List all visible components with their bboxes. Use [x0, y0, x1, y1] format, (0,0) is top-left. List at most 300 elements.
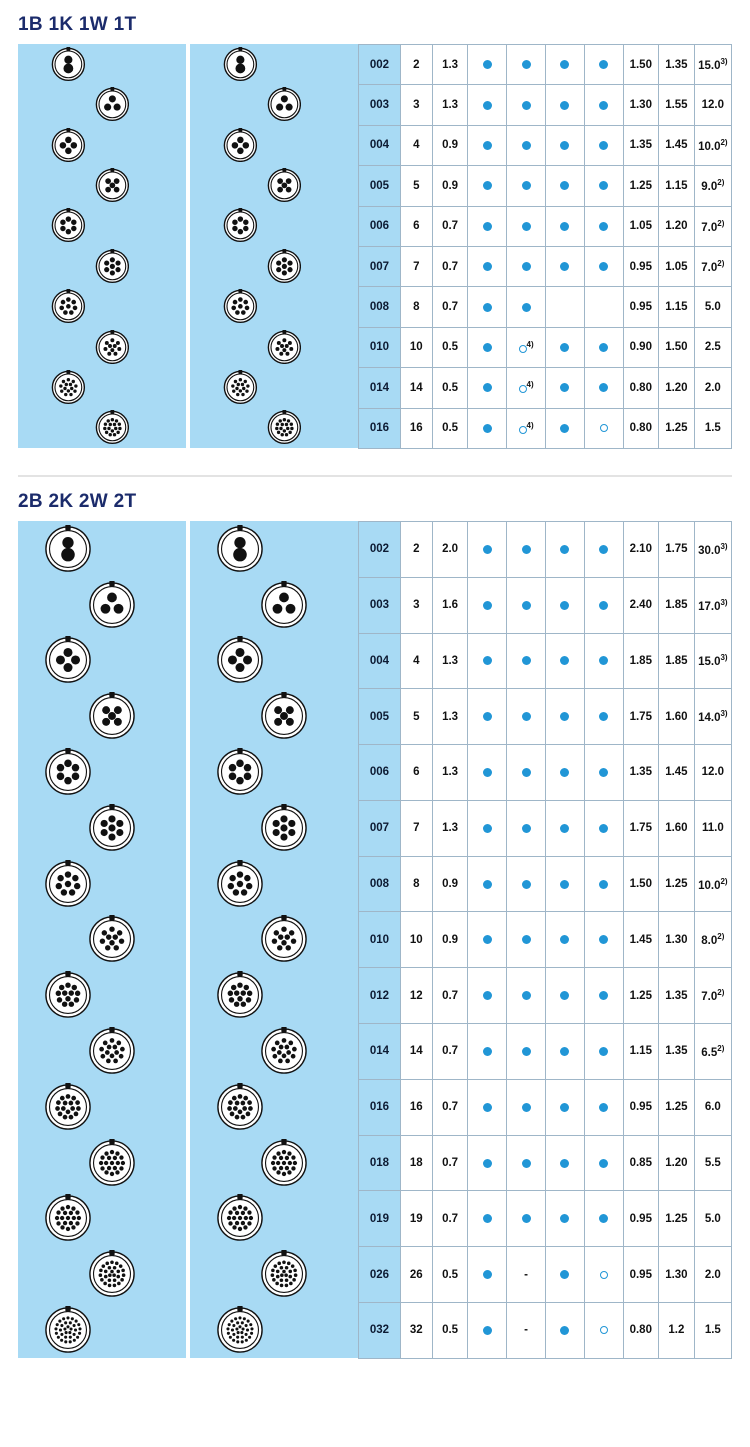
filled-dot-icon — [483, 262, 492, 271]
cell-contact-count: 5 — [400, 689, 432, 745]
connector-pinout-icon — [223, 128, 258, 163]
cell-availability-1 — [468, 45, 507, 85]
cell-value-3-text: 6.0 — [704, 1101, 721, 1114]
cell-availability-2 — [507, 912, 546, 968]
cell-availability-1 — [468, 689, 507, 745]
cell-contact-diameter: 0.9 — [432, 912, 468, 968]
filled-dot-icon — [522, 1103, 531, 1112]
cell-insert-code: 004 — [359, 125, 401, 165]
cell-contact-count: 2 — [400, 521, 432, 577]
spec-table — [358, 44, 732, 449]
cell-contact-diameter: 1.3 — [432, 45, 468, 85]
cell-contact-count: 18 — [400, 1135, 432, 1191]
connector-pinout-icon — [44, 748, 92, 796]
table-row — [359, 1135, 732, 1191]
cell-availability-2 — [507, 800, 546, 856]
cell-availability-4 — [584, 327, 623, 367]
cell-contact-diameter: 0.9 — [432, 166, 468, 206]
cell-value-2: 1.45 — [659, 745, 695, 801]
cell-value-3-text: 15.0 — [698, 60, 721, 73]
cell-contact-count: 10 — [400, 327, 432, 367]
filled-dot-icon — [560, 60, 569, 69]
cell-value-1: 2.40 — [623, 577, 659, 633]
cell-availability-2 — [507, 633, 546, 689]
cell-availability-1 — [468, 1247, 507, 1303]
footnote-marker: 4) — [526, 420, 534, 430]
filled-dot-icon — [560, 141, 569, 150]
cell-availability-1 — [468, 577, 507, 633]
filled-dot-icon — [522, 712, 531, 721]
cell-insert-code: 010 — [359, 912, 401, 968]
connector-pinout-icon — [260, 915, 308, 963]
cell-value-3 — [694, 1079, 731, 1135]
filled-dot-icon — [599, 880, 608, 889]
cell-availability-4 — [584, 368, 623, 408]
cell-availability-3 — [545, 166, 584, 206]
cell-availability-1 — [468, 166, 507, 206]
cell-contact-diameter: 1.6 — [432, 577, 468, 633]
cell-contact-diameter: 0.7 — [432, 206, 468, 246]
cell-value-1: 1.25 — [623, 968, 659, 1024]
cell-value-2: 1.85 — [659, 577, 695, 633]
table-row — [359, 206, 732, 246]
cell-availability-3 — [545, 800, 584, 856]
cell-availability-2 — [507, 521, 546, 577]
cell-contact-diameter: 0.5 — [432, 408, 468, 448]
cell-availability-1 — [468, 912, 507, 968]
cell-value-3-text: 1.5 — [704, 1324, 721, 1337]
cell-value-2: 1.25 — [659, 856, 695, 912]
cell-availability-2 — [507, 327, 546, 367]
filled-dot-icon — [483, 1270, 492, 1279]
cell-insert-code: 010 — [359, 327, 401, 367]
spec-table — [358, 521, 732, 1359]
filled-dot-icon — [560, 1047, 569, 1056]
cell-availability-3 — [545, 1135, 584, 1191]
cell-availability-4 — [584, 689, 623, 745]
cell-availability-2 — [507, 1191, 546, 1247]
filled-dot-icon — [560, 1159, 569, 1168]
connector-pinout-icon — [223, 289, 258, 324]
cell-value-1: 0.80 — [623, 368, 659, 408]
filled-dot-icon — [483, 101, 492, 110]
cell-availability-4 — [584, 856, 623, 912]
cell-value-1: 1.35 — [623, 745, 659, 801]
table-row — [359, 287, 732, 327]
filled-dot-icon — [599, 181, 608, 190]
filled-dot-icon — [483, 424, 492, 433]
cell-value-3-text: 1.5 — [704, 422, 721, 435]
section-title: 2B 2K 2W 2T — [18, 490, 137, 512]
cell-insert-code: 019 — [359, 1191, 401, 1247]
cell-availability-4 — [584, 166, 623, 206]
table-row — [359, 577, 732, 633]
open-dot-icon — [519, 385, 527, 393]
cell-availability-4 — [584, 1191, 623, 1247]
connector-pinout-icon — [88, 1139, 136, 1187]
cell-value-1: 0.95 — [623, 1079, 659, 1135]
filled-dot-icon — [522, 101, 531, 110]
cell-value-2: 1.05 — [659, 246, 695, 286]
connector-pinout-icon — [216, 1306, 264, 1354]
cell-contact-count: 4 — [400, 633, 432, 689]
filled-dot-icon — [599, 935, 608, 944]
filled-dot-icon — [599, 656, 608, 665]
cell-contact-count: 8 — [400, 287, 432, 327]
section-title: 1B 1K 1W 1T — [18, 14, 137, 35]
cell-contact-count: 10 — [400, 912, 432, 968]
cell-value-3 — [694, 633, 731, 689]
cell-availability-4 — [584, 246, 623, 286]
cell-value-3-text: 12.0 — [701, 766, 725, 779]
series-section — [0, 477, 750, 1359]
connector-pinout-icon — [44, 1083, 92, 1131]
cell-value-2: 1.50 — [659, 327, 695, 367]
cell-insert-code: 005 — [359, 166, 401, 206]
cell-availability-1 — [468, 368, 507, 408]
cell-availability-4 — [584, 1135, 623, 1191]
cell-value-2: 1.30 — [659, 1247, 695, 1303]
open-dot-icon — [519, 426, 527, 434]
cell-contact-diameter: 0.7 — [432, 1135, 468, 1191]
filled-dot-icon — [483, 1103, 492, 1112]
section-body — [0, 521, 750, 1359]
filled-dot-icon — [483, 1047, 492, 1056]
filled-dot-icon — [483, 141, 492, 150]
filled-dot-icon — [599, 383, 608, 392]
filled-dot-icon — [522, 1159, 531, 1168]
filled-dot-icon — [483, 880, 492, 889]
cell-availability-4 — [584, 45, 623, 85]
cell-value-3 — [694, 912, 731, 968]
cell-availability-2 — [507, 577, 546, 633]
cell-contact-diameter: 0.7 — [432, 1191, 468, 1247]
filled-dot-icon — [522, 880, 531, 889]
cell-availability-3 — [545, 745, 584, 801]
cell-value-3-text: 2.0 — [704, 381, 721, 394]
cell-value-3 — [694, 1303, 731, 1359]
cell-value-2: 1.45 — [659, 125, 695, 165]
cell-availability-2 — [507, 408, 546, 448]
cell-contact-diameter: 0.9 — [432, 856, 468, 912]
cell-value-1: 1.15 — [623, 1024, 659, 1080]
connector-pinout-icon — [44, 636, 92, 684]
cell-value-3-text: 14.0 — [698, 712, 721, 725]
cell-availability-2 — [507, 206, 546, 246]
cell-insert-code: 008 — [359, 287, 401, 327]
cell-availability-4 — [584, 1079, 623, 1135]
cell-value-1: 1.30 — [623, 85, 659, 125]
cell-value-3 — [694, 521, 731, 577]
filled-dot-icon — [483, 383, 492, 392]
cell-availability-4 — [584, 633, 623, 689]
filled-dot-icon — [560, 181, 569, 190]
cell-contact-count: 7 — [400, 246, 432, 286]
cell-insert-code: 006 — [359, 745, 401, 801]
cell-availability-2 — [507, 287, 546, 327]
filled-dot-icon — [560, 656, 569, 665]
cell-contact-diameter: 2.0 — [432, 521, 468, 577]
cell-availability-1 — [468, 745, 507, 801]
table-row — [359, 1079, 732, 1135]
connector-pinout-icon — [44, 1194, 92, 1242]
connector-pinout-icon — [216, 971, 264, 1019]
cell-availability-3 — [545, 45, 584, 85]
cell-value-3-text: 7.0 — [701, 221, 718, 234]
cell-availability-2 — [507, 1024, 546, 1080]
filled-dot-icon — [560, 768, 569, 777]
footnote-marker: 2) — [720, 876, 728, 886]
cell-value-3 — [694, 368, 731, 408]
cell-value-2: 1.35 — [659, 45, 695, 85]
cell-availability-2 — [507, 125, 546, 165]
cell-availability-1 — [468, 408, 507, 448]
footnote-marker: 3) — [720, 653, 728, 663]
cell-value-3-text: 5.0 — [704, 1212, 721, 1225]
filled-dot-icon — [483, 1159, 492, 1168]
cell-contact-count: 4 — [400, 125, 432, 165]
cell-value-3 — [694, 1135, 731, 1191]
cell-value-1: 1.05 — [623, 206, 659, 246]
table-row — [359, 166, 732, 206]
cell-availability-3 — [545, 577, 584, 633]
cell-value-1: 1.75 — [623, 689, 659, 745]
cell-availability-4 — [584, 1024, 623, 1080]
cell-availability-3 — [545, 408, 584, 448]
cell-value-2: 1.20 — [659, 368, 695, 408]
filled-dot-icon — [522, 935, 531, 944]
connector-pinout-icon — [216, 860, 264, 908]
footnote-marker: 4) — [526, 380, 534, 390]
cell-contact-count: 3 — [400, 85, 432, 125]
cell-availability-1 — [468, 206, 507, 246]
cell-availability-3 — [545, 287, 584, 327]
cell-availability-1 — [468, 287, 507, 327]
table-row — [359, 912, 732, 968]
cell-availability-1 — [468, 1024, 507, 1080]
cell-value-1: 0.85 — [623, 1135, 659, 1191]
connector-pinout-icon — [223, 208, 258, 243]
connector-pinout-icon — [51, 289, 86, 324]
filled-dot-icon — [560, 601, 569, 610]
cell-value-2: 1.15 — [659, 166, 695, 206]
cell-contact-diameter: 0.7 — [432, 1079, 468, 1135]
cell-contact-count: 26 — [400, 1247, 432, 1303]
cell-availability-1 — [468, 800, 507, 856]
cell-value-1: 0.95 — [623, 1247, 659, 1303]
section-body — [0, 44, 750, 449]
cell-availability-4 — [584, 1303, 623, 1359]
cell-value-3 — [694, 1191, 731, 1247]
cell-availability-2 — [507, 968, 546, 1024]
filled-dot-icon — [560, 222, 569, 231]
cell-value-3-text: 30.0 — [698, 544, 721, 557]
cell-availability-3 — [545, 368, 584, 408]
table-row — [359, 246, 732, 286]
cell-insert-code: 014 — [359, 368, 401, 408]
filled-dot-icon — [522, 60, 531, 69]
cell-contact-diameter: 1.3 — [432, 633, 468, 689]
connector-pinout-icon — [260, 1250, 308, 1298]
cell-value-2: 1.20 — [659, 206, 695, 246]
cell-insert-code: 003 — [359, 577, 401, 633]
cell-availability-2 — [507, 45, 546, 85]
connector-pinout-icon — [216, 1194, 264, 1242]
cell-insert-code: 008 — [359, 856, 401, 912]
connector-pinout-icon — [88, 1027, 136, 1075]
cell-availability-3 — [545, 327, 584, 367]
cell-value-1: 0.90 — [623, 327, 659, 367]
connector-pinout-icon — [44, 860, 92, 908]
cell-value-3-text: 5.0 — [704, 301, 721, 314]
cell-insert-code: 006 — [359, 206, 401, 246]
cell-value-2: 1.15 — [659, 287, 695, 327]
cell-availability-1 — [468, 1079, 507, 1135]
filled-dot-icon — [483, 343, 492, 352]
cell-contact-count: 3 — [400, 577, 432, 633]
cell-availability-3 — [545, 856, 584, 912]
connector-pinout-icon — [95, 249, 130, 284]
filled-dot-icon — [599, 768, 608, 777]
cell-insert-code: 026 — [359, 1247, 401, 1303]
filled-dot-icon — [483, 1326, 492, 1335]
filled-dot-icon — [522, 601, 531, 610]
footnote-marker: 2) — [717, 259, 725, 269]
cell-availability-3 — [545, 1024, 584, 1080]
cell-contact-diameter: 0.5 — [432, 368, 468, 408]
filled-dot-icon — [599, 991, 608, 1000]
cell-value-3-text: 5.5 — [704, 1157, 721, 1170]
connector-pinout-icon — [88, 804, 136, 852]
cell-value-2: 1.60 — [659, 800, 695, 856]
filled-dot-icon — [560, 343, 569, 352]
connector-column — [190, 44, 358, 448]
cell-contact-diameter: 0.5 — [432, 327, 468, 367]
open-dot-icon — [600, 1271, 608, 1279]
cell-availability-1 — [468, 1191, 507, 1247]
filled-dot-icon — [560, 1270, 569, 1279]
filled-dot-icon — [483, 824, 492, 833]
cell-insert-code: 004 — [359, 633, 401, 689]
cell-availability-3 — [545, 246, 584, 286]
connector-pinout-icon — [216, 1083, 264, 1131]
footnote-marker: 3) — [720, 597, 728, 607]
cell-availability-4 — [584, 1247, 623, 1303]
cell-value-2: 1.25 — [659, 1079, 695, 1135]
filled-dot-icon — [522, 222, 531, 231]
cell-value-1: 0.95 — [623, 246, 659, 286]
filled-dot-icon — [483, 768, 492, 777]
cell-availability-3 — [545, 206, 584, 246]
filled-dot-icon — [483, 712, 492, 721]
cell-value-2: 1.60 — [659, 689, 695, 745]
filled-dot-icon — [560, 1214, 569, 1223]
not-available-dash: - — [524, 1324, 528, 1337]
table-row — [359, 689, 732, 745]
cell-value-1: 1.25 — [623, 166, 659, 206]
connector-pinout-icon — [88, 692, 136, 740]
cell-value-1: 0.80 — [623, 408, 659, 448]
cell-contact-count: 19 — [400, 1191, 432, 1247]
cell-availability-1 — [468, 246, 507, 286]
cell-insert-code: 002 — [359, 45, 401, 85]
filled-dot-icon — [522, 824, 531, 833]
cell-value-3-text: 2.5 — [704, 341, 721, 354]
filled-dot-icon — [560, 383, 569, 392]
filled-dot-icon — [522, 656, 531, 665]
filled-dot-icon — [483, 60, 492, 69]
footnote-marker: 3) — [720, 57, 728, 67]
cell-availability-4 — [584, 287, 623, 327]
cell-availability-2 — [507, 745, 546, 801]
filled-dot-icon — [483, 935, 492, 944]
filled-dot-icon — [599, 141, 608, 150]
cell-value-1: 1.35 — [623, 125, 659, 165]
cell-availability-2 — [507, 689, 546, 745]
filled-dot-icon — [599, 1159, 608, 1168]
footnote-marker: 2) — [717, 988, 725, 998]
cell-value-3 — [694, 125, 731, 165]
cell-availability-2 — [507, 166, 546, 206]
filled-dot-icon — [560, 712, 569, 721]
cell-value-3 — [694, 408, 731, 448]
cell-value-1: 1.50 — [623, 45, 659, 85]
cell-contact-diameter: 0.7 — [432, 287, 468, 327]
cell-value-3-text: 7.0 — [701, 262, 718, 275]
filled-dot-icon — [599, 601, 608, 610]
table-row — [359, 745, 732, 801]
filled-dot-icon — [483, 656, 492, 665]
filled-dot-icon — [599, 1214, 608, 1223]
cell-availability-3 — [545, 912, 584, 968]
cell-value-3 — [694, 856, 731, 912]
cell-insert-code: 014 — [359, 1024, 401, 1080]
cell-availability-4 — [584, 800, 623, 856]
filled-dot-icon — [560, 545, 569, 554]
cell-availability-1 — [468, 633, 507, 689]
filled-dot-icon — [560, 101, 569, 110]
filled-dot-icon — [483, 222, 492, 231]
cell-availability-3 — [545, 1247, 584, 1303]
table-row — [359, 1247, 732, 1303]
cell-contact-diameter: 0.5 — [432, 1247, 468, 1303]
connector-pinout-icon — [267, 249, 302, 284]
connector-pinout-icon — [267, 168, 302, 203]
cell-value-3 — [694, 246, 731, 286]
cell-value-1: 2.10 — [623, 521, 659, 577]
cell-availability-2 — [507, 246, 546, 286]
cell-insert-code: 018 — [359, 1135, 401, 1191]
cell-contact-diameter: 0.7 — [432, 1024, 468, 1080]
connector-pinout-icon — [95, 330, 130, 365]
cell-value-3 — [694, 327, 731, 367]
footnote-marker: 2) — [717, 218, 725, 228]
connector-pinout-icon — [260, 1027, 308, 1075]
spec-table-wrapper — [358, 44, 732, 449]
cell-availability-1 — [468, 125, 507, 165]
open-dot-icon — [519, 345, 527, 353]
cell-value-3-text: 10.0 — [698, 879, 721, 892]
cell-value-3-text: 12.0 — [701, 99, 725, 112]
cell-availability-2 — [507, 1247, 546, 1303]
filled-dot-icon — [522, 181, 531, 190]
series-section — [0, 0, 750, 449]
footnote-marker: 3) — [720, 709, 728, 719]
filled-dot-icon — [560, 262, 569, 271]
connector-pinout-icon — [260, 804, 308, 852]
cell-availability-4 — [584, 912, 623, 968]
table-row — [359, 633, 732, 689]
